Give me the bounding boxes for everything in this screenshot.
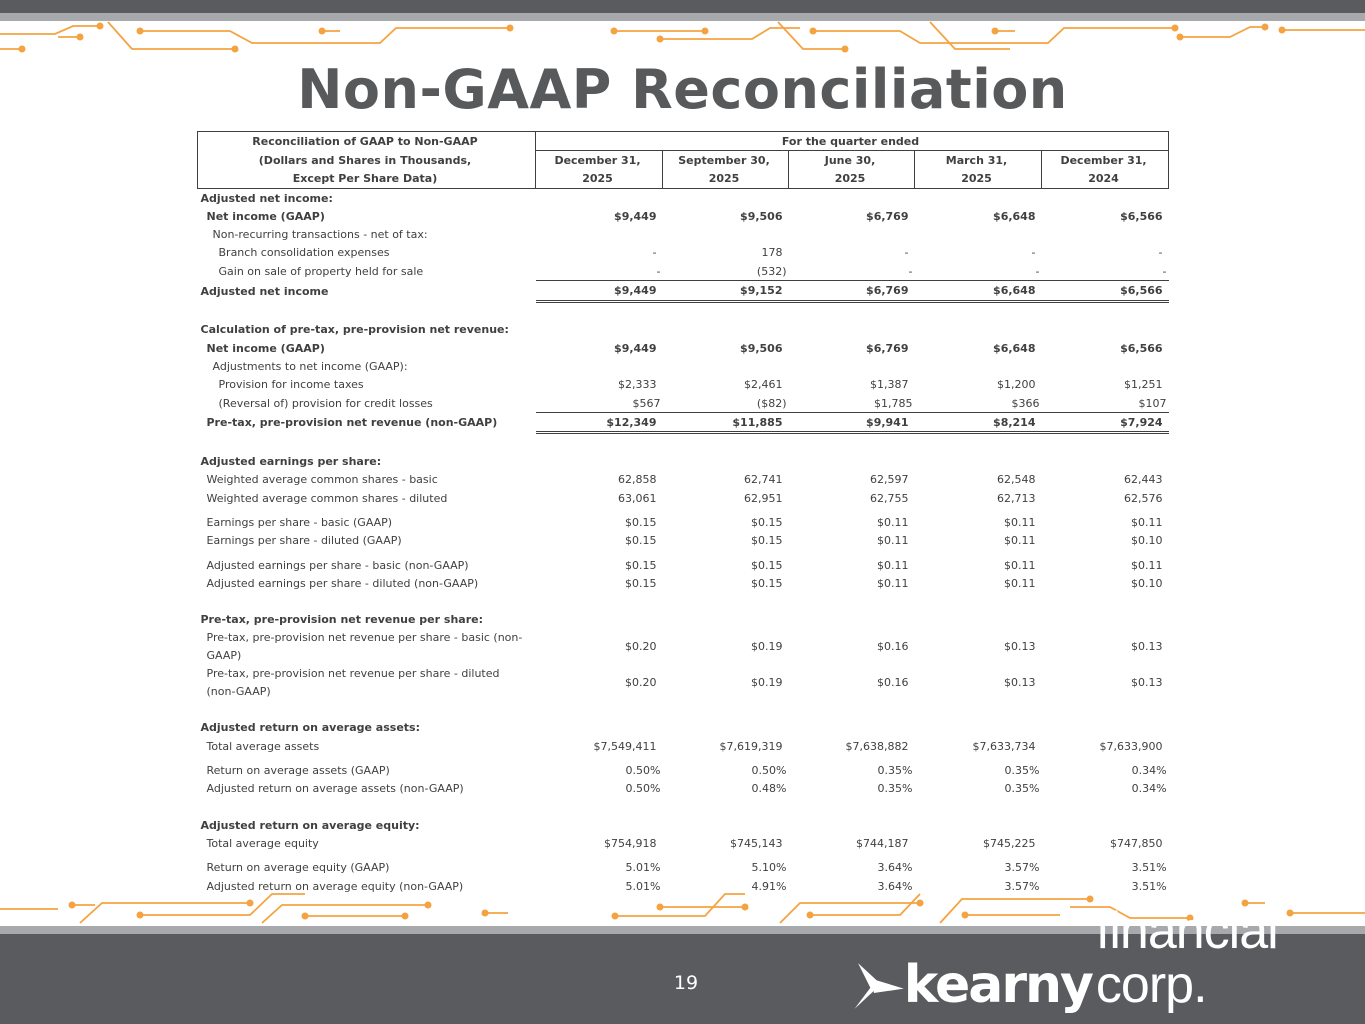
top-bar-accent [0,13,1365,21]
cell-value: $7,619,319 [719,739,783,753]
header-span-label: For the quarter ended [536,132,1169,151]
cell-value: $7,633,900 [1099,739,1163,753]
cell-value: 0.35% [1004,782,1040,796]
cell-value: $6,769 [866,341,909,355]
cell-value: - [652,246,657,260]
chevron-logo-icon [851,960,904,1012]
cell-value [1042,301,1169,321]
cell-value: $1,387 [870,378,909,392]
cell-value: $8,214 [915,413,1042,433]
row-label: (Reversal of) provision for credit losses [218,396,433,410]
cell-value: $9,449 [614,209,657,223]
cell-value: $6,566 [1120,341,1163,355]
cell-value [915,611,1042,629]
cell-value: $12,349 [536,413,663,433]
cell-value: $0.15 [625,558,657,572]
row-label: Adjusted earnings per share - diluted (non-GAAP) [206,576,479,590]
cell-value [1042,321,1169,339]
logo-wordmark-bold: kearny [903,955,1092,1015]
cell-value [1042,611,1169,629]
row-label [198,433,536,453]
table-row [198,611,1169,629]
cell-value: $9,449 [536,281,663,301]
cell-value: $9,506 [740,209,783,223]
cell-value: $745,143 [730,836,783,850]
cell-value: - [1035,264,1040,278]
cell-value: 4.91% [751,879,787,893]
table-body [198,188,1169,895]
cell-value [789,321,915,339]
cell-value: $7,549,411 [593,739,657,753]
table-row [198,629,1169,665]
table-row [198,433,1169,453]
page-number: 19 [673,972,699,994]
cell-value: $9,941 [789,413,915,433]
cell-value [536,301,663,321]
row-label: Earnings per share - diluted (GAAP) [206,534,402,548]
cell-value [536,321,663,339]
cell-value [663,321,789,339]
cell-value: $7,924 [1042,413,1169,433]
row-label: Total average equity [206,836,319,850]
page-title: Non-GAAP Reconciliation [297,58,1068,121]
row-label: Pre-tax, pre-provision net revenue per share - basic (non-GAAP) [206,630,523,662]
table-row [198,859,1169,877]
table-row [198,321,1169,339]
cell-value [1042,225,1169,243]
column-year: 2025 [915,170,1042,189]
cell-value [789,188,915,207]
cell-value: $0.20 [625,676,657,690]
header-left-line2: (Dollars and Shares in Thousands, [198,151,536,170]
table-row [198,376,1169,394]
cell-value [1042,816,1169,834]
cell-value: $0.16 [877,676,909,690]
cell-value: $107 [1138,396,1167,410]
table-row [198,761,1169,779]
row-label: Adjustments to net income (GAAP): [212,359,408,373]
row-label: Provision for income taxes [218,378,364,392]
cell-value: $0.15 [625,576,657,590]
cell-value: $0.13 [1004,640,1036,654]
cell-value: 0.48% [751,782,787,796]
cell-value: $0.11 [1004,515,1036,529]
cell-value: $567 [632,396,661,410]
table-row [198,513,1169,531]
row-label: Pre-tax, pre-provision net revenue per share - diluted (non-GAAP) [206,666,500,698]
cell-value: 3.57% [1004,879,1040,893]
cell-value: $6,769 [789,281,915,301]
cell-value [536,701,663,719]
cell-value: $7,638,882 [845,739,909,753]
cell-value: - [904,246,909,260]
table-row [198,244,1169,262]
cell-value: $0.10 [1131,534,1163,548]
cell-value: $2,461 [744,378,783,392]
table-row [198,188,1169,207]
cell-value: $0.11 [1004,534,1036,548]
cell-value [536,719,663,737]
cell-value [789,719,915,737]
cell-value: $9,449 [614,341,657,355]
row-label [198,593,536,611]
table-row [198,593,1169,611]
cell-value [663,188,789,207]
cell-value [536,357,663,375]
cell-value [915,593,1042,611]
cell-value: $745,225 [983,836,1036,850]
cell-value [789,593,915,611]
cell-value: $0.15 [625,534,657,548]
cell-value: 3.51% [1131,861,1167,875]
cell-value [915,301,1042,321]
cell-value: $0.13 [1131,676,1163,690]
cell-value [663,611,789,629]
cell-value: $0.10 [1131,576,1163,590]
cell-value: $754,918 [604,836,657,850]
cell-value [915,701,1042,719]
header-left-line3: Except Per Share Data) [198,170,536,189]
cell-value [536,798,663,816]
table-header-row [198,132,1169,151]
cell-value: 5.10% [751,861,787,875]
cell-value: $0.11 [1131,515,1163,529]
cell-value: 62,597 [870,473,909,487]
cell-value: 62,713 [997,491,1036,505]
cell-value: 0.35% [877,764,913,778]
row-label: Return on average equity (GAAP) [206,861,390,875]
cell-value: 3.64% [877,879,913,893]
row-label: Adjusted return on average assets: [200,721,420,735]
cell-value [663,225,789,243]
cell-value [536,225,663,243]
cell-value: 0.34% [1131,782,1167,796]
cell-value: $6,648 [993,209,1036,223]
cell-value: $0.15 [751,534,783,548]
cell-value [789,701,915,719]
cell-value: - [656,264,661,278]
cell-value [536,611,663,629]
cell-value [663,593,789,611]
cell-value: $0.13 [1004,676,1036,690]
header-left-line1: Reconciliation of GAAP to Non-GAAP [198,132,536,151]
cell-value [789,301,915,321]
row-label: Weighted average common shares - diluted [206,491,448,505]
cell-value [789,611,915,629]
row-label: Net income (GAAP) [206,341,325,355]
cell-value: $0.19 [751,676,783,690]
cell-value [789,816,915,834]
cell-value: $0.19 [751,640,783,654]
column-header-dec-2025: December 31, [554,153,641,167]
cell-value: $366 [1011,396,1040,410]
table-row [198,489,1169,507]
table-row [198,262,1169,281]
cell-value: $7,633,734 [972,739,1036,753]
cell-value: $0.15 [751,576,783,590]
cell-value [536,816,663,834]
cell-value [789,225,915,243]
cell-value: $0.11 [877,558,909,572]
row-label: Adjusted return on average assets (non-GAAP) [206,782,464,796]
cell-value [1042,701,1169,719]
cell-value: 3.64% [877,861,913,875]
row-label: Gain on sale of property held for sale [218,264,424,278]
cell-value: $6,566 [1042,281,1169,301]
cell-value [536,188,663,207]
cell-value: $9,506 [740,341,783,355]
table-row [198,834,1169,852]
cell-value: 3.57% [1004,861,1040,875]
cell-value: 0.35% [877,782,913,796]
column-year: 2025 [663,170,789,189]
row-label: Pre-tax, pre-provision net revenue (non-GAAP) [206,416,498,430]
table-row [198,339,1169,357]
row-label: Adjusted net income [200,284,329,298]
row-label: Adjusted earnings per share - basic (non-GAAP) [206,558,469,572]
reconciliation-table [197,131,1169,895]
column-year: 2025 [536,170,663,189]
cell-value: 178 [761,246,783,260]
cell-value: 62,548 [997,473,1036,487]
cell-value: 0.50% [625,782,661,796]
cell-value: 62,741 [744,473,783,487]
column-header-jun-2025: June 30, [789,151,915,170]
cell-value [915,433,1042,453]
row-label: Weighted average common shares - basic [206,473,438,487]
cell-value [663,719,789,737]
table-row [198,207,1169,225]
cell-value: 62,443 [1124,473,1163,487]
row-label: Total average assets [206,739,320,753]
cell-value: $0.15 [625,515,657,529]
table-row [198,719,1169,737]
cell-value: 63,061 [618,491,657,505]
table-row [198,574,1169,592]
cell-value: $0.11 [1131,558,1163,572]
cell-value: 62,951 [744,491,783,505]
row-label: Branch consolidation expenses [218,246,390,260]
cell-value [915,816,1042,834]
table-row [198,737,1169,755]
cell-value: $6,566 [1120,209,1163,223]
cell-value: $0.11 [877,534,909,548]
cell-value: 0.34% [1131,764,1167,778]
company-logo [851,902,1365,1015]
column-year: 2025 [789,170,915,189]
cell-value [1042,188,1169,207]
cell-value: $2,333 [618,378,657,392]
cell-value: $6,648 [993,341,1036,355]
cell-value [663,301,789,321]
cell-value: $1,785 [874,396,913,410]
column-header-dec-2024: December 31, [1042,151,1169,170]
table-row [198,816,1169,834]
row-label [198,798,536,816]
cell-value: $0.11 [1004,558,1036,572]
cell-value: $6,769 [866,209,909,223]
cell-value: $747,850 [1110,836,1163,850]
row-label: Adjusted return on average equity: [200,818,420,832]
table-row [198,394,1169,413]
cell-value [1042,452,1169,470]
row-label: Return on average assets (GAAP) [206,764,390,778]
row-label: Pre-tax, pre-provision net revenue per share: [200,613,483,627]
cell-value: - [1162,264,1167,278]
cell-value [789,452,915,470]
cell-value [915,357,1042,375]
cell-value [536,593,663,611]
cell-value: $1,200 [997,378,1036,392]
circuit-decoration-top [0,21,1365,57]
column-year: 2024 [1042,170,1169,189]
cell-value [663,701,789,719]
cell-value [915,798,1042,816]
table-row [198,701,1169,719]
cell-value: (532) [756,264,787,278]
table-row [198,413,1169,433]
cell-value: $744,187 [856,836,909,850]
cell-value: 0.35% [1004,764,1040,778]
row-label: Non-recurring transactions - net of tax: [212,228,428,242]
column-header-sep-2025: September 30, [663,151,789,170]
cell-value [915,225,1042,243]
table-row [198,452,1169,470]
row-label: Adjusted net income: [200,191,333,205]
cell-value [915,188,1042,207]
cell-value: $0.11 [877,515,909,529]
cell-value: $0.20 [625,640,657,654]
cell-value: $0.11 [877,576,909,590]
cell-value [1042,593,1169,611]
cell-value [663,816,789,834]
cell-value: 62,858 [618,473,657,487]
table-row [198,665,1169,701]
cell-value: 62,576 [1124,491,1163,505]
top-bar [0,0,1365,13]
cell-value: $0.11 [1004,576,1036,590]
cell-value: 0.50% [625,764,661,778]
cell-value [536,433,663,453]
cell-value: 62,755 [870,491,909,505]
cell-value: - [1158,246,1163,260]
cell-value: - [1031,246,1036,260]
cell-value [663,452,789,470]
cell-value [536,452,663,470]
cell-value: 0.50% [751,764,787,778]
cell-value: ($82) [756,396,787,410]
table-row [198,471,1169,489]
cell-value [1042,357,1169,375]
cell-value [915,321,1042,339]
cell-value [915,452,1042,470]
cell-value: 3.51% [1131,879,1167,893]
cell-value [1042,719,1169,737]
cell-value: 5.01% [625,861,661,875]
table-row [198,225,1169,243]
cell-value: $11,885 [663,413,789,433]
row-label [198,301,536,321]
cell-value: $0.13 [1131,640,1163,654]
row-label [198,701,536,719]
row-label: Net income (GAAP) [206,209,325,223]
table-row [198,780,1169,798]
cell-value [1042,433,1169,453]
logo-wordmark-light: financial corp. [1095,902,1278,1014]
cell-value: $9,152 [663,281,789,301]
cell-value [789,433,915,453]
row-label: Adjusted earnings per share: [200,455,382,469]
cell-value [663,798,789,816]
cell-value: $0.15 [751,515,783,529]
cell-value [789,357,915,375]
row-label: Earnings per share - basic (GAAP) [206,515,393,529]
table-row [198,532,1169,550]
cell-value [789,798,915,816]
cell-value [915,719,1042,737]
cell-value [1042,798,1169,816]
row-label: Calculation of pre-tax, pre-provision net revenue: [200,323,509,337]
table-row [198,301,1169,321]
cell-value: $0.15 [751,558,783,572]
cell-value: $0.16 [877,640,909,654]
column-header-mar-2025: March 31, [915,151,1042,170]
cell-value: - [908,264,913,278]
table-row [198,357,1169,375]
cell-value: $6,648 [915,281,1042,301]
table-row [198,798,1169,816]
table-row [198,281,1169,301]
cell-value [663,433,789,453]
table-row [198,556,1169,574]
row-label: Adjusted return on average equity (non-GAAP) [206,879,464,893]
cell-value: $1,251 [1124,378,1163,392]
cell-value [663,357,789,375]
cell-value: 5.01% [625,879,661,893]
